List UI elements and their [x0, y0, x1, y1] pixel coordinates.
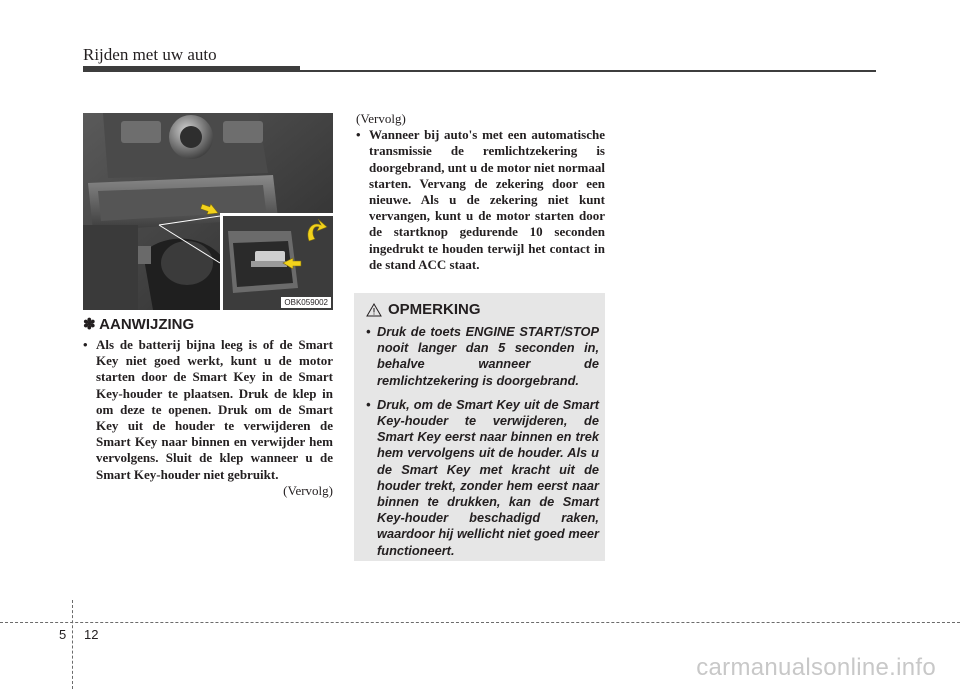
header-rule-thin — [300, 70, 876, 72]
warning-triangle-icon — [366, 303, 382, 317]
caution-item — [366, 324, 599, 389]
continued-label: (Vervolg) — [283, 482, 333, 498]
watermark: carmanualsonline.info — [696, 654, 936, 681]
note-heading: ✽ AANWIJZING — [83, 316, 195, 333]
right-bullet-item — [356, 127, 605, 273]
chapter-number: 5 — [59, 627, 67, 642]
footer-divider — [72, 600, 74, 689]
figure-code: OBK059002 — [281, 297, 331, 308]
bullet-mark: • — [356, 127, 361, 143]
note-bullet-item — [83, 337, 333, 483]
footer-rule — [0, 622, 960, 624]
note-text: Als de batterij bijna leeg is of de Smart Key niet goed werkt, kunt u de motor starten door de Smart Key in de Smart Key-houder te plaatsen. Druk de klep in om deze te openen. Druk om de Smart Key uit de houder te verwijderen de Smart Key naar binnen en verwijder hem vervolgens. Sluit de klep wanneer u de Smart Key-houder niet gebruikt. — [96, 337, 333, 482]
caution-item-text: Druk de toets ENGINE START/STOP nooit langer dan 5 seconden in, behalve wanneer de remlichtzekering is doorgebrand. — [377, 324, 599, 388]
console-illustration — [83, 113, 333, 310]
caution-body — [366, 324, 599, 567]
right-column-text — [356, 111, 605, 273]
section-title: Rijden met uw auto — [83, 45, 217, 64]
caution-heading-row — [366, 301, 481, 318]
continued-heading: (Vervolg) — [356, 111, 406, 126]
smart-key-holder-photo — [83, 113, 333, 310]
caution-box — [354, 293, 605, 561]
bullet-mark: • — [366, 324, 371, 339]
right-bullet-text: Wanneer bij auto's met een automatische transmissie de remlichtzekering is doorgebrand, unt u de motor niet normaal starten. Vervang de zekering door een nieuwe. Als u de zekering niet kunt vervangen, kunt u de motor starten door de startknop gedurende 10 seconden ingedrukt te houden terwijl het contact in de stand ACC staat. — [369, 127, 605, 272]
bullet-mark: • — [83, 337, 88, 352]
caution-heading: OPMERKING — [388, 301, 481, 318]
page-number: 12 — [84, 627, 99, 642]
bullet-mark: • — [366, 396, 371, 412]
caution-item — [366, 397, 599, 559]
caution-item-text: Druk, om de Smart Key uit de Smart Key-houder te verwijderen, de Smart Key eerst naar binnen en trek hem vervolgens uit de houder. Als u de Smart Key met kracht uit de houder trekt, zonder hem eerst naar binnen te drukken, kan de Smart Key-houder beschadigd raken, waardoor hij wellicht niet goed meer functioneert. — [377, 396, 599, 558]
note-body — [83, 337, 333, 499]
header-rule-thick — [83, 66, 300, 72]
